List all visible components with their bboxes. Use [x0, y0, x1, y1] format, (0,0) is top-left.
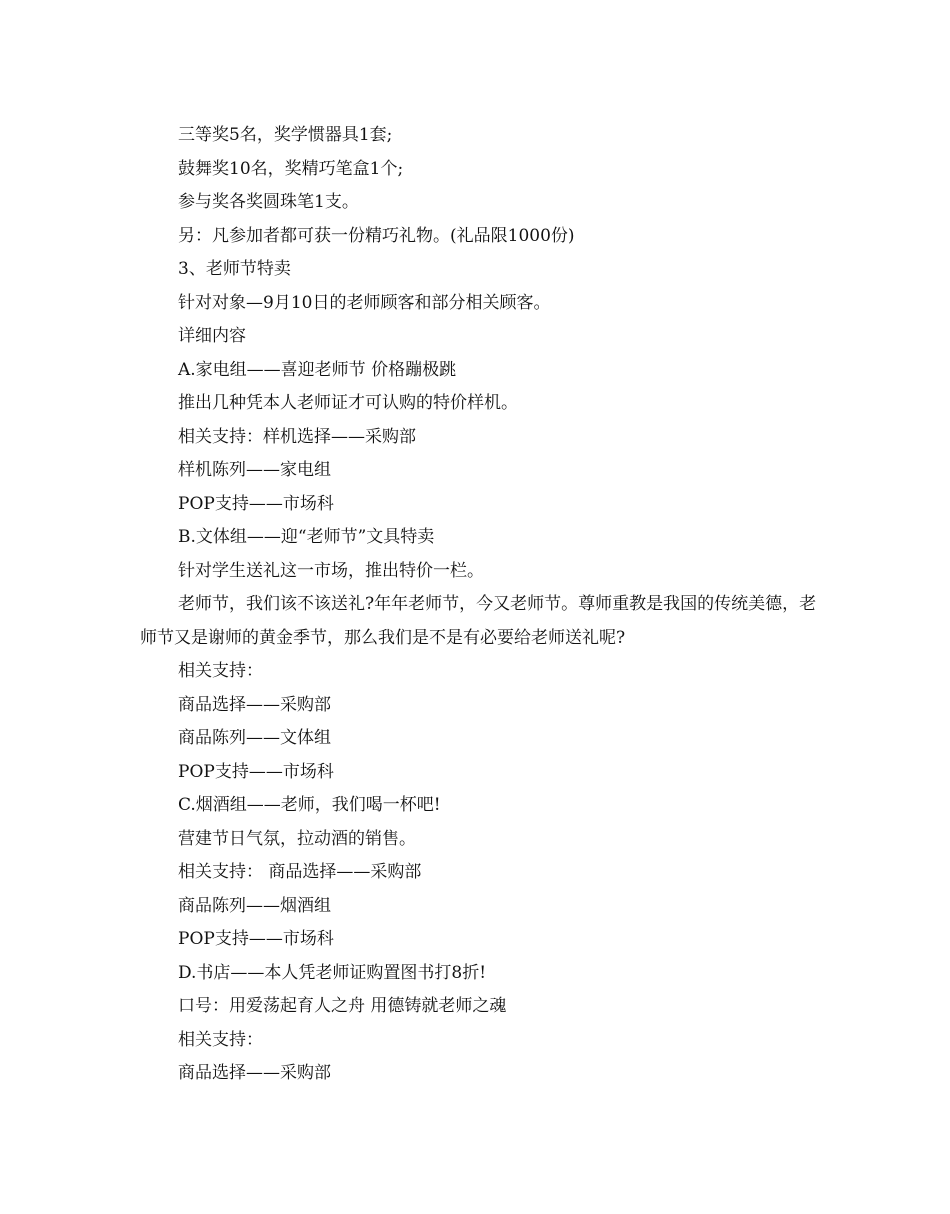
text-line: 相关支持： [178, 1029, 263, 1050]
subsection-heading: D.书店——本人凭老师证购置图书打8折! [178, 962, 487, 983]
text-line: 样机陈列——家电组 [178, 460, 331, 480]
text-line: 参与奖各奖圆珠笔1支。 [178, 192, 359, 212]
text-line: 针对学生送礼这一市场，推出特价一栏。 [178, 560, 484, 581]
text-line: 商品选择——采购部 [178, 1063, 331, 1083]
text-line: 推出几种凭本人老师证才可认购的特价样机。 [178, 393, 518, 413]
text-line: POP支持——市场科 [178, 929, 334, 949]
section-heading: 3、老师节特卖 [178, 259, 291, 279]
text-line: 商品选择——采购部 [178, 694, 331, 715]
text-line: 商品陈列——烟酒组 [178, 895, 331, 916]
text-line: 三等奖5名，奖学惯器具1套; [178, 125, 393, 145]
subsection-heading: B.文体组——迎“老师节”文具特卖 [178, 527, 435, 547]
body-paragraph: 老师节，我们该不该送礼?年年老师节，今又老师节。尊师重教是我国的传统美德，老师节又是谢师的黄金季节，那么我们是不是有必要给老师送礼呢? [140, 594, 817, 648]
text-line: 另：凡参加者都可获一份精巧礼物。(礼品限1000份) [178, 225, 575, 246]
text-line: 相关支持： 商品选择——采购部 [178, 862, 422, 882]
subsection-heading: A.家电组——喜迎老师节 价格蹦极跳 [178, 359, 457, 380]
text-line: 口号：用爱荡起育人之舟 用德铸就老师之魂 [178, 996, 507, 1016]
subsection-heading: C.烟酒组——老师，我们喝一杯吧! [178, 795, 441, 815]
text-line: 商品陈列——文体组 [178, 728, 331, 748]
text-line: 相关支持： [178, 661, 263, 681]
document-body [140, 119, 820, 1091]
text-line: 针对对象—9月10日的老师顾客和部分相关顾客。 [178, 292, 551, 313]
text-line: 营建节日气氛，拉动酒的销售。 [178, 828, 416, 849]
text-line: 详细内容 [178, 326, 246, 346]
text-line: 相关支持：样机选择——采购部 [178, 426, 416, 447]
text-line: POP支持——市场科 [178, 761, 334, 782]
text-line: POP支持——市场科 [178, 493, 334, 514]
text-line: 鼓舞奖10名，奖精巧笔盒1个; [178, 158, 404, 179]
